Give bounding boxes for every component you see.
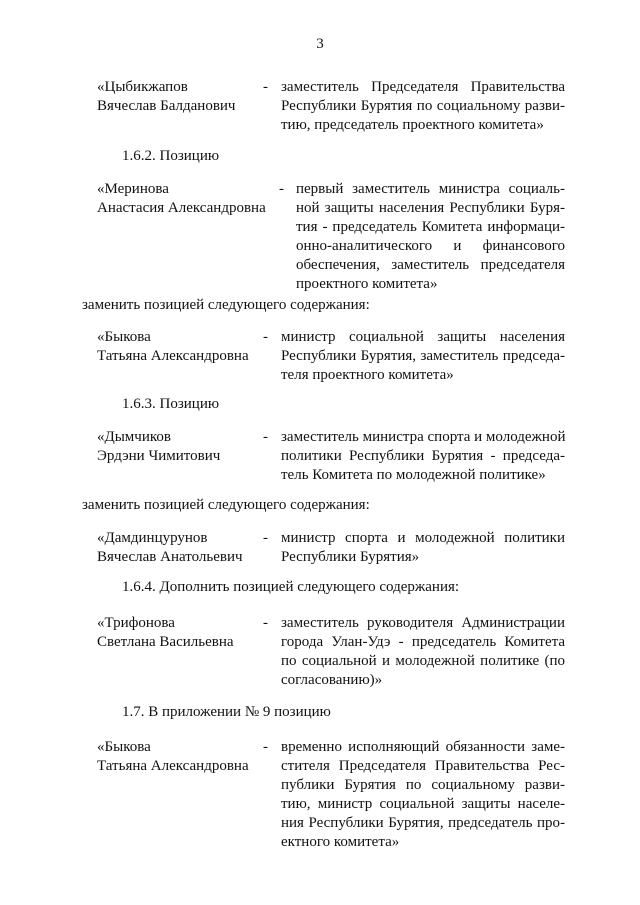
person-name: «Быкова Татьяна Александровна — [97, 739, 249, 774]
paragraph-1-7: 1.7. В приложении № 9 позицию — [122, 704, 331, 720]
description-line: тия - председатель Комитета информаци- — [296, 219, 565, 235]
description-line: министр социальной защиты населения — [281, 329, 565, 345]
entry-dash: - — [279, 181, 284, 197]
position-description — [281, 738, 565, 852]
position-description — [281, 529, 565, 567]
description-line: города Улан-Удэ - председатель Комитета — [281, 634, 565, 650]
replace-instruction: заменить позицией следующего содержания: — [82, 297, 370, 313]
description-line: онно-аналитического и финансового — [296, 238, 565, 254]
position-description — [281, 428, 565, 485]
description-line: Республики Бурятия, заместитель председа- — [281, 348, 565, 364]
description-line: публики Бурятия по социальному разви- — [281, 777, 565, 793]
position-entry — [97, 428, 567, 485]
description-line: временно исполняющий обязанности заме- — [281, 739, 565, 755]
description-line: тель Комитета по молодежной политике» — [281, 467, 546, 483]
paragraph-1-6-2: 1.6.2. Позицию — [122, 148, 220, 164]
position-description — [281, 328, 565, 385]
description-line: стителя Председателя Правительства Рес- — [281, 758, 565, 774]
position-description — [281, 78, 565, 135]
description-line: министр спорта и молодежной политики — [281, 530, 565, 546]
description-line: первый заместитель министра социаль- — [296, 181, 565, 197]
person-name: «Дымчиков Эрдэни Чимитович — [97, 429, 221, 464]
person-name: «Цыбикжапов Вячеслав Балданович — [97, 79, 236, 114]
position-entry — [97, 614, 567, 690]
person-name: «Быкова Татьяна Александровна — [97, 329, 249, 364]
description-line: Республики Бурятия по социальному разви- — [281, 98, 565, 114]
paragraph-1-6-3: 1.6.3. Позицию — [122, 396, 220, 412]
description-line: согласованию)» — [281, 672, 383, 688]
entry-dash: - — [263, 79, 268, 95]
description-line: проектного комитета» — [296, 276, 438, 292]
position-description — [281, 614, 565, 690]
description-line: заместитель руководителя Администрации — [281, 615, 565, 631]
entry-dash: - — [263, 329, 268, 345]
paragraph-1-6-4: 1.6.4. Дополнить позицией следующего содержания: — [122, 579, 460, 595]
description-line: тию, министр социальной защиты населе- — [281, 796, 565, 812]
position-entry — [97, 738, 567, 852]
position-entry — [97, 328, 567, 385]
description-line: теля проектного комитета» — [281, 367, 454, 383]
person-name: «Трифонова Светлана Васильевна — [97, 615, 234, 650]
position-entry — [97, 180, 567, 294]
position-description — [296, 180, 565, 294]
description-line: ной защиты населения Республики Буря- — [296, 200, 565, 216]
description-line: по социальной и молодежной политике (по — [281, 653, 565, 669]
description-line: заместитель министра спорта и молодежной — [281, 429, 566, 445]
description-line: Республики Бурятия» — [281, 549, 420, 565]
person-name: «Дамдинцурунов Вячеслав Анатольевич — [97, 530, 243, 565]
position-entry — [97, 78, 567, 135]
description-line: политики Республики Бурятия - председа- — [281, 448, 565, 464]
page-number: 3 — [316, 36, 324, 52]
replace-instruction: заменить позицией следующего содержания: — [82, 497, 370, 513]
entry-dash: - — [263, 530, 268, 546]
description-line: тию, председатель проектного комитета» — [281, 117, 544, 133]
entry-dash: - — [263, 739, 268, 755]
position-entry — [97, 529, 567, 567]
description-line: ектного комитета» — [281, 834, 400, 850]
entry-dash: - — [263, 615, 268, 631]
description-line: заместитель Председателя Правительства — [281, 79, 565, 95]
description-line: обеспечения, заместитель председателя — [296, 257, 565, 273]
description-line: ния Республики Бурятия, председатель про- — [281, 815, 565, 831]
entry-dash: - — [263, 429, 268, 445]
person-name: «Меринова Анастасия Александровна — [97, 181, 266, 216]
